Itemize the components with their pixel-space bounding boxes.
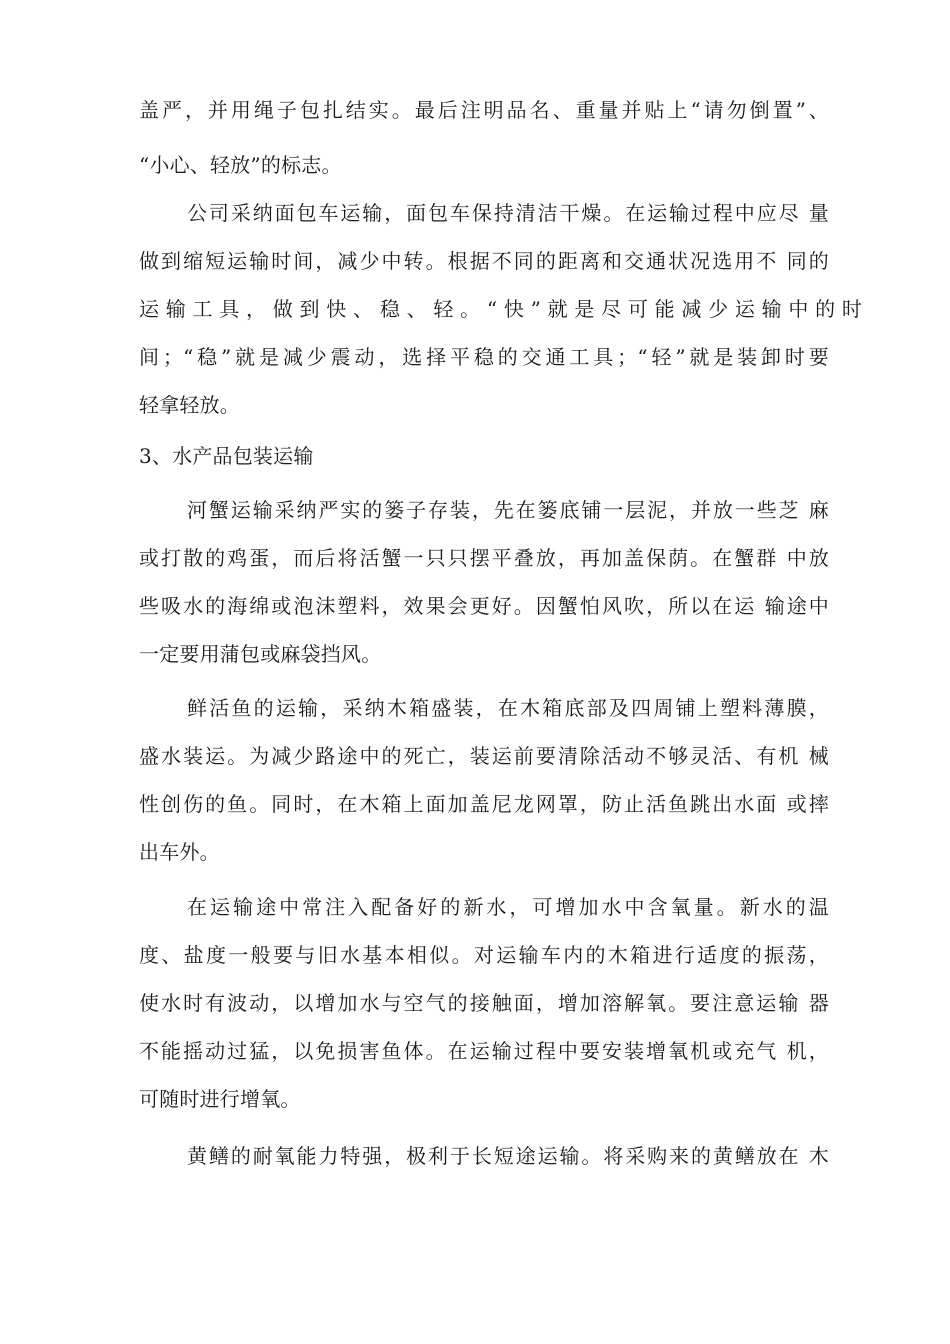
paragraph-first-line: 鲜活鱼的运输，采纳木箱盛装，在木箱底部及四周铺上塑料薄膜， — [187, 696, 829, 720]
text-line: 些吸水的海绵或泡沫塑料，效果会更好。因蟹怕风吹，所以在运 输途中 — [139, 594, 829, 618]
text-line: 度、盐度一般要与旧水基本相似。对运输车内的木箱进行适度的振荡， — [139, 943, 829, 967]
text-line: 使水时有波动，以增加水与空气的接触面，增加溶解氧。要注意运输 器 — [139, 991, 829, 1015]
text-line: 盛水装运。为减少路途中的死亡，装运前要清除活动不够灵活、有机 械 — [139, 744, 829, 768]
paragraph-first-line: 河蟹运输采纳严实的篓子存装，先在篓底铺一层泥，并放一些芝 麻 — [187, 498, 829, 522]
paragraph-first-line: 公司采纳面包车运输，面包车保持清洁干燥。在运输过程中应尽 量 — [187, 201, 829, 225]
paragraph-first-line: 黄鳝的耐氧能力特强，极利于长短途运输。将采购来的黄鳝放在 木 — [187, 1144, 829, 1168]
text-line: 做到缩短运输时间，减少中转。根据不同的距离和交通状况选用不 同的 — [139, 249, 829, 273]
text-line: 一定要用蒲包或麻袋挡风。 — [139, 642, 382, 666]
text-line: 不能摇动过猛，以免损害鱼体。在运输过程中要安装增氧机或充气 机， — [139, 1039, 829, 1063]
section-heading: 3、水产品包装运输 — [139, 444, 314, 468]
text-line: 轻拿轻放。 — [139, 393, 240, 417]
text-line: “小心、轻放”的标志。 — [139, 153, 342, 177]
text-line: 性创伤的鱼。同时，在木箱上面加盖尼龙网罩，防止活鱼跳出水面 或摔 — [139, 792, 829, 816]
text-line: 运 输 工 具 ， 做 到 快 、 稳 、 轻 。 “ 快 ” 就 是 尽 可 能 减 少 运 输 中 的 时 — [139, 297, 863, 321]
text-line: 可随时进行增氧。 — [139, 1087, 301, 1111]
text-line: 间；“稳”就是减少震动，选择平稳的交通工具；“轻”就是装卸时要 — [139, 345, 829, 369]
text-line: 或打散的鸡蛋，而后将活蟹一只只摆平叠放，再加盖保荫。在蟹群 中放 — [139, 546, 829, 570]
paragraph-first-line: 在运输途中常注入配备好的新水，可增加水中含氧量。新水的温 — [187, 895, 829, 919]
text-line: 盖严，并用绳子包扎结实。最后注明品名、重量并贴上“请勿倒置”、 — [139, 98, 829, 122]
text-line: 出车外。 — [139, 840, 220, 864]
